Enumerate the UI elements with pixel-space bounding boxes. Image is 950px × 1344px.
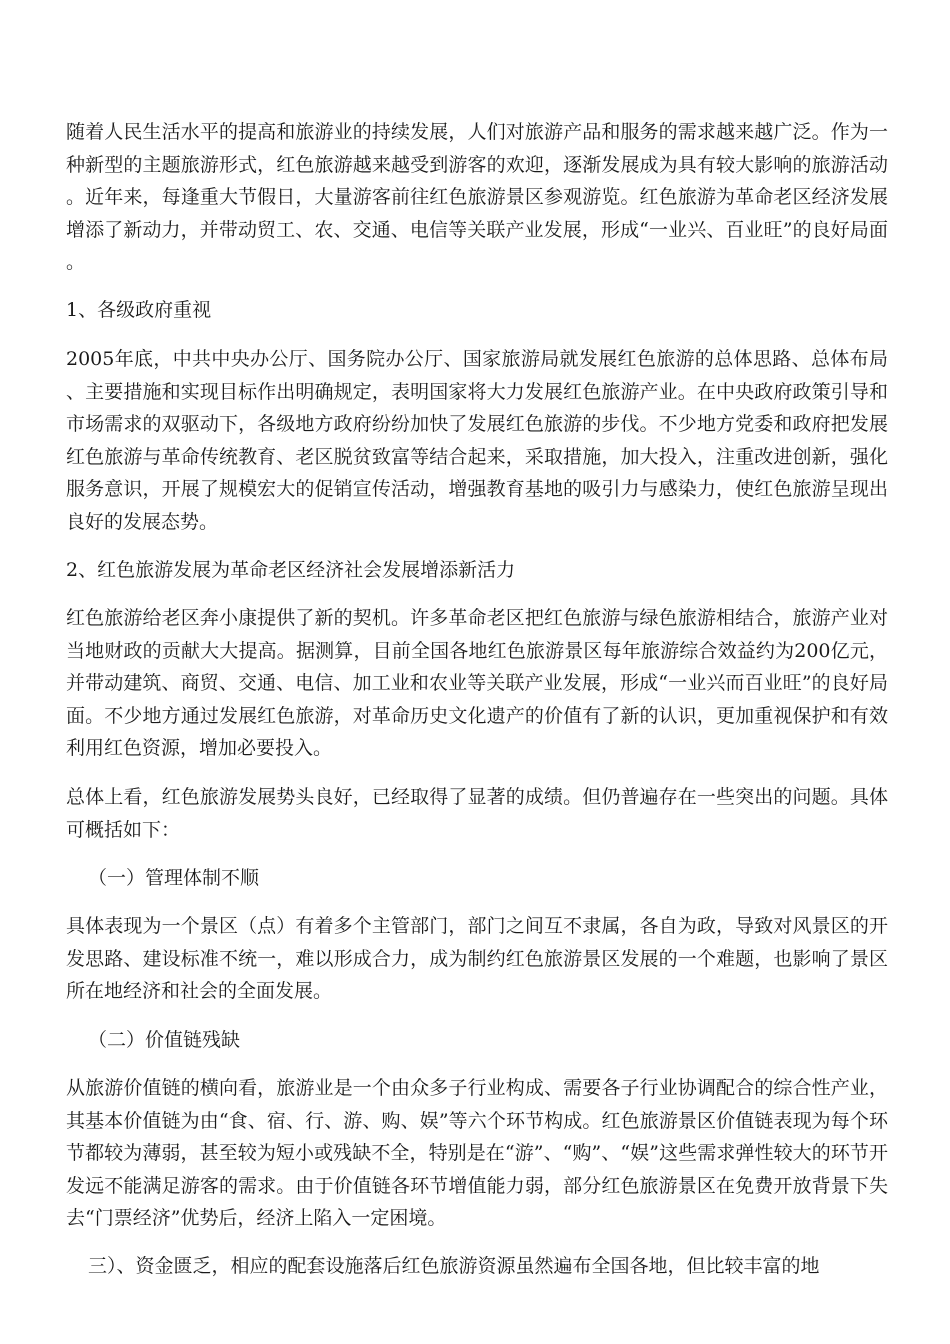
intro-paragraph: 随着人民生活水平的提高和旅游业的持续发展，人们对旅游产品和服务的需求越来越广泛。作为一种新型的主题旅游形式，红色旅游越来越受到游客的欢迎，逐渐发展成为具有较大影响的旅游活动。近年来，每逢重大节假日，大量游客前往红色旅游景区参观游览。红色旅游为革命老区经济发展增添了新动力，并带动贸工、农、交通、电信等关联产业发展，形成“一业兴、百业旺”的良好局面。 [66, 121, 888, 273]
management-paragraph: 具体表现为一个景区（点）有着多个主管部门，部门之间互不隶属，各自为政，导致对风景区的开发思路、建设标准不统一，难以形成合力，成为制约红色旅游景区发展的一个难题，也影响了景区所在地经济和社会的全面发展。 [66, 915, 888, 1002]
funding-paragraph: 三）、资金匮乏，相应的配套设施落后红色旅游资源虽然遍布全国各地，但比较丰富的地 [88, 1255, 820, 1277]
vitality-paragraph: 红色旅游给老区奔小康提供了新的契机。许多革命老区把红色旅游与绿色旅游相结合，旅游产业对当地财政的贡献大大提高。据测算，目前全国各地红色旅游景区每年旅游综合效益约为200亿元，并带动建筑、商贸、交通、电信、加工业和农业等关联产业发展，形成“一业兴而百业旺”的良好局面。不少地方通过发展红色旅游，对革命历史文化遗产的价值有了新的认识，更加重视保护和有效利用红色资源，增加必要投入。 [66, 607, 888, 759]
summary-paragraph: 总体上看，红色旅游发展势头良好，已经取得了显著的成绩。但仍普遍存在一些突出的问题。具体可概括如下： [66, 786, 888, 841]
section-heading-government: 1、各级政府重视 [66, 299, 212, 321]
section-heading-value-chain: （二）价值链残缺 [88, 1029, 241, 1051]
document-body [66, 116, 888, 1298]
section-heading-management: （一）管理体制不顺 [88, 867, 260, 889]
section-heading-vitality: 2、红色旅游发展为革命老区经济社会发展增添新活力 [66, 559, 516, 581]
government-paragraph: 2005年底，中共中央办公厅、国务院办公厅、国家旅游局就发展红色旅游的总体思路、总体布局、主要措施和实现目标作出明确规定，表明国家将大力发展红色旅游产业。在中央政府政策引导和市场需求的双驱动下，各级地方政府纷纷加快了发展红色旅游的步伐。不少地方党委和政府把发展红色旅游与革命传统教育、老区脱贫致富等结合起来，采取措施，加大投入，注重改进创新，强化服务意识，开展了规模宏大的促销宣传活动，增强教育基地的吸引力与感染力，使红色旅游呈现出良好的发展态势。 [66, 348, 888, 533]
value-chain-paragraph: 从旅游价值链的横向看，旅游业是一个由众多子行业构成、需要各子行业协调配合的综合性产业，其基本价值链为由“食、宿、行、游、购、娱”等六个环节构成。红色旅游景区价值链表现为每个环节都较为薄弱，甚至较为短小或残缺不全，特别是在“游”、“购”、“娱”这些需求弹性较大的环节开发远不能满足游客的需求。由于价值链各环节增值能力弱，部分红色旅游景区在免费开放背景下失去“门票经济”优势后，经济上陷入一定困境。 [66, 1077, 888, 1229]
